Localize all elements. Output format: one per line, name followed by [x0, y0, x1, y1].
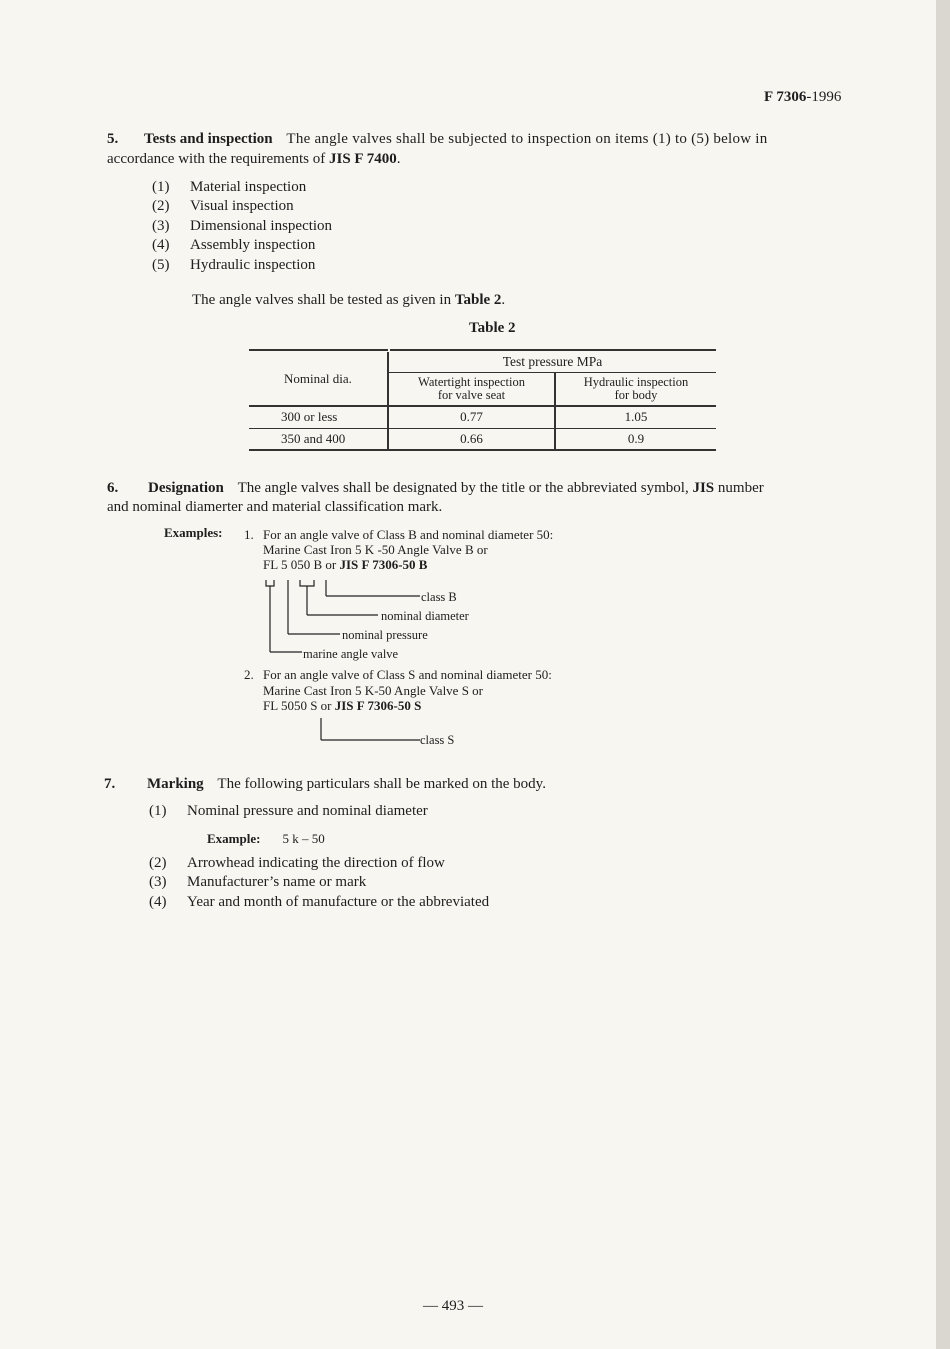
- section6-heading: Designation: [148, 480, 224, 496]
- header-hydraulic: Hydraulic inspection for body: [555, 372, 716, 406]
- list-item: (2) Arrowhead indicating the direction of flow: [149, 855, 445, 871]
- example1-line2: Marine Cast Iron 5 K -50 Angle Valve B or: [263, 542, 488, 557]
- section7-heading: Marking: [147, 776, 204, 792]
- label-nominal-diameter: nominal diameter: [381, 609, 469, 623]
- document-number: [764, 89, 841, 106]
- section5-heading: Tests and inspection: [144, 131, 273, 147]
- section5-line2: accordance with the requirements of JIS F 7400.: [107, 151, 401, 167]
- section5-text: The angle valves shall be subjected to inspection on items (1) to (5) below in: [286, 131, 768, 147]
- example1-line3: FL 5 050 B or JIS F 7306-50 B: [263, 557, 428, 572]
- section5-number: 5.: [107, 131, 119, 147]
- designation-diagram-s: [318, 716, 422, 746]
- example1-line1: For an angle valve of Class B and nominal diameter 50:: [263, 527, 554, 542]
- list-item: (3) Dimensional inspection: [152, 218, 333, 234]
- label-class-s: class S: [420, 733, 455, 747]
- doc-number: F 7306: [764, 89, 807, 105]
- list-item: (4) Assembly inspection: [152, 237, 316, 253]
- page-number: — 493 —: [423, 1298, 483, 1314]
- section6-line2: and nominal diamerter and material classification mark.: [107, 499, 443, 515]
- example2-line1: For an angle valve of Class S and nominal diameter 50:: [263, 667, 552, 682]
- examples-label: Examples:: [164, 525, 223, 540]
- table-row: 300 or less 0.77 1.05: [249, 406, 716, 428]
- label-marine-angle-valve: marine angle valve: [303, 647, 399, 661]
- list-item: (4) Year and month of manufacture or the abbreviated: [149, 894, 490, 910]
- marking-example: Example: 5 k – 50: [207, 831, 325, 846]
- example2-line3: FL 5050 S or JIS F 7306-50 S: [263, 698, 422, 713]
- example2-number: 2.: [244, 667, 254, 682]
- header-watertight: Watertight inspection for valve seat: [388, 372, 555, 406]
- label-class-b: class B: [421, 590, 457, 604]
- section7-number: 7.: [104, 776, 116, 792]
- label-nominal-pressure: nominal pressure: [342, 628, 428, 642]
- section5-line1: [107, 131, 767, 148]
- jis-reference: JIS F 7400: [328, 151, 397, 167]
- example2-line2: Marine Cast Iron 5 K-50 Angle Valve S or: [263, 683, 484, 698]
- list-item: (1) Nominal pressure and nominal diameter: [149, 803, 428, 819]
- example1-number: 1.: [244, 527, 254, 542]
- header-nominal: Nominal dia.: [249, 352, 388, 406]
- list-item: (1) Material inspection: [152, 179, 307, 195]
- list-item: (2) Visual inspection: [152, 198, 294, 214]
- list-item: (5) Hydraulic inspection: [152, 257, 316, 273]
- doc-year: -1996: [806, 89, 842, 105]
- table-caption: Table 2: [469, 320, 516, 336]
- section7-line1: 7. Marking The following particulars shall be marked on the body.: [104, 776, 546, 792]
- section6-line1: 6. Designation The angle valves shall be designated by the title or the abbreviated symbol, JIS number: [107, 480, 764, 496]
- section6-number: 6.: [107, 480, 119, 496]
- list-item: (3) Manufacturer’s name or mark: [149, 874, 367, 890]
- page-edge: [936, 0, 950, 1349]
- table-row: 350 and 400 0.66 0.9: [249, 428, 716, 450]
- tested-text: The angle valves shall be tested as given in Table 2.: [192, 292, 506, 308]
- header-test-pressure: Test pressure MPa: [388, 352, 716, 372]
- test-pressure-table: [249, 349, 716, 451]
